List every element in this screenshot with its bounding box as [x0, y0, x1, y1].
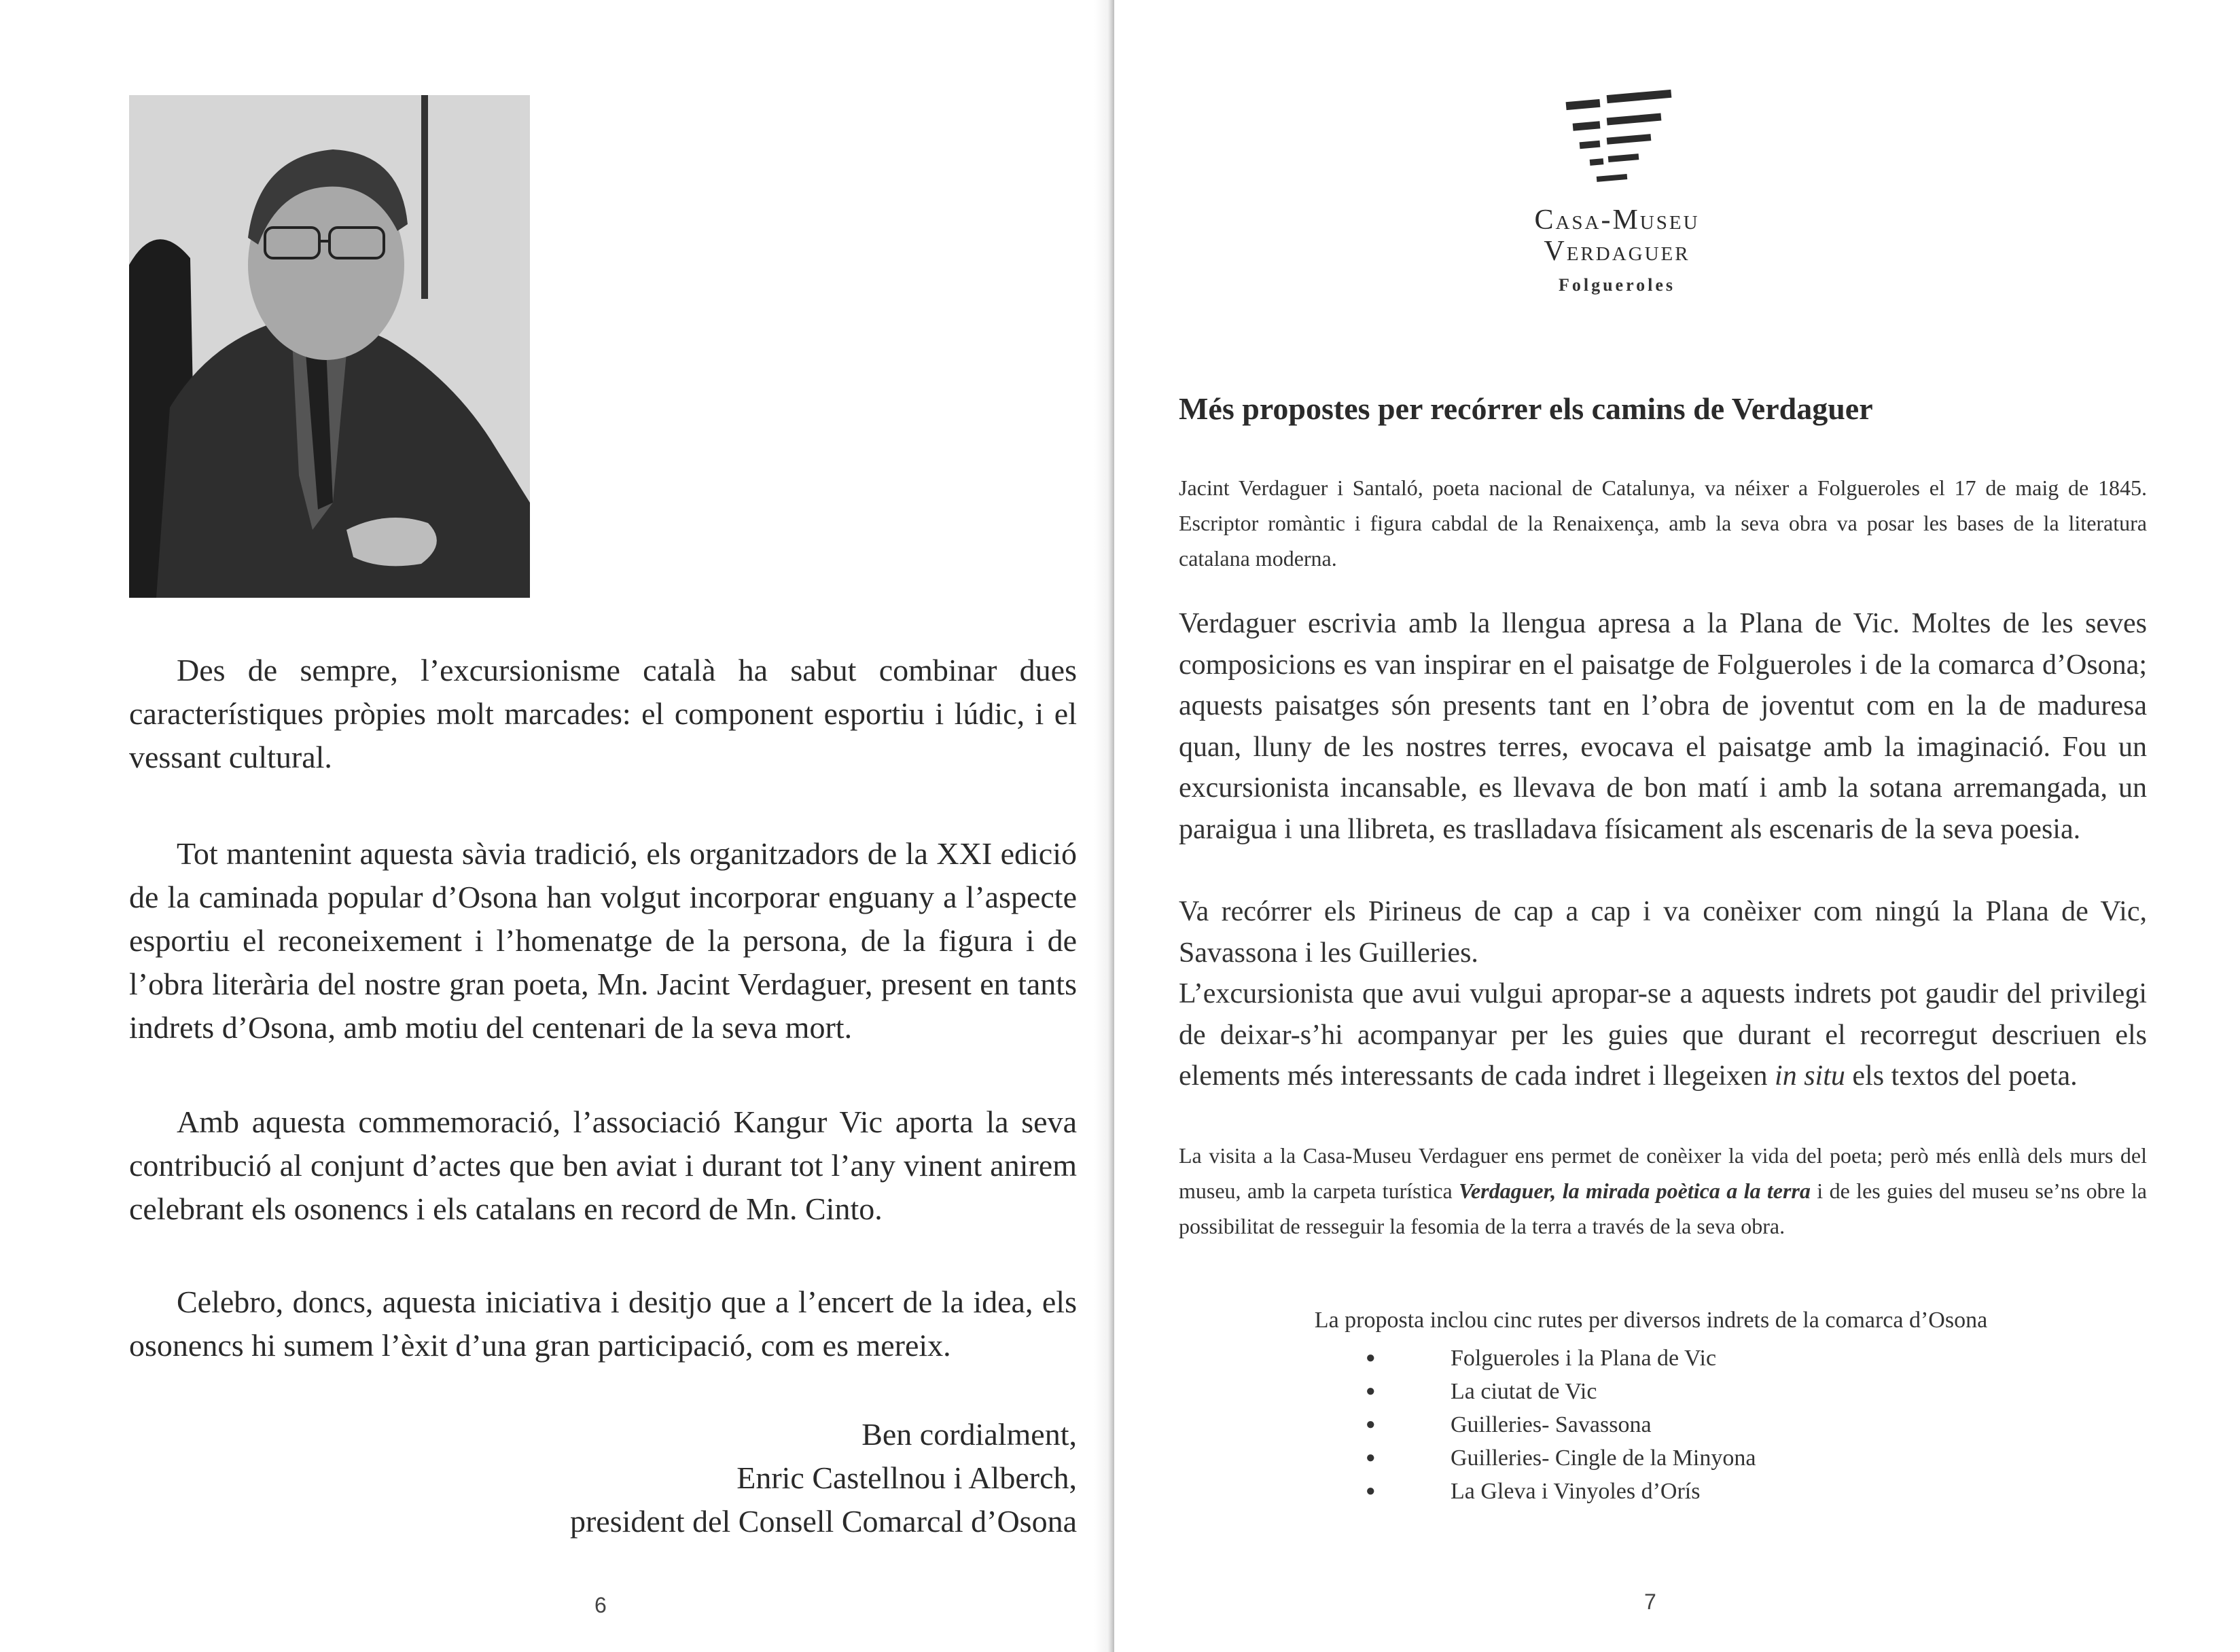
intro-text: Jacint Verdaguer i Santaló, poeta nacional de Catalunya, va néixer a Folgueroles el 17 de maig de 1845. Escriptor romàntic i figura cabdal de la Renaixença, amb la seva obra va posar les bases de la literatura catalana moderna.: [1179, 475, 2147, 571]
museum-logo-icon: [1559, 80, 1675, 196]
in-situ-italic: in situ: [1775, 1060, 1845, 1092]
signature-name: Enric Castellnou i Alberch,: [736, 1460, 1077, 1495]
left-page: [0, 0, 1114, 1652]
commemoration-paragraph: Amb aquesta commemoració, l’associació Kangur Vic aporta la seva contribució al conjunt d’actes que ben aviat i durant tot l’any vinent anirem celebrant els osonencs i els catalans en record de Mn. Cinto.: [129, 1105, 1077, 1226]
routes-list: [1366, 1342, 1756, 1508]
logo-title-line2: Verdaguer: [1544, 236, 1690, 267]
section-title: Més propostes per recórrer els camins de Verdaguer: [1179, 391, 1873, 426]
logo-subtitle: Folgueroles: [1558, 275, 1676, 295]
right-page: [1114, 0, 2240, 1652]
tradition-paragraph: Tot mantenint aquesta sàvia tradició, els organitzadors de la XXI edició de la caminada popular d’Osona han volgut incorporar enguany a l’aspecte esportiu el reconeixement i l’homenatge de la persona, de la figura i de l’obra literària del nostre gran poeta, Mn. Jacint Verdaguer, present en tants indrets d’Osona, amb motiu del centenari de la seva mort.: [129, 836, 1077, 1045]
page-number-left: 6: [594, 1593, 607, 1617]
body-paragraph-3: L’excursionista que avui vulgui apropar-se a aquests indrets pot gaudir del privilegi de deixar-s’hi acompanyar per les guies que durant el recorregut descriuen els elements més interessants de cada indret i llegeixen in situ els textos del poeta.: [1179, 978, 2147, 1092]
closing-paragraph: Celebro, doncs, aquesta iniciativa i desitjo que a l’encert de la idea, els osonencs hi sumem l’èxit d’una gran participació, com es mereix.: [129, 1285, 1077, 1363]
body-paragraph-1: Verdaguer escrivia amb la llengua apresa a la Plana de Vic. Moltes de les seves composicions es van inspirar en el paisatge de Folgueroles i de la comarca d’Osona; aquests paisatges són presents tant en l’obra de joventut com en la de maduresa quan, lluny de les nostres terres, evocava el paisatge amb la imaginació. Fou un excursionista incansable, es llevava de bon matí i amb la sotana arremangada, un paraigua i una llibreta, es traslladava físicament als escenaris de la seva poesia.: [1179, 608, 2147, 845]
page-number-right: 7: [1644, 1590, 1656, 1614]
signature-greeting: Ben cordialment,: [861, 1417, 1077, 1452]
carpeta-title: Verdaguer, la mirada poètica a la terra: [1459, 1179, 1811, 1203]
body-paragraph-2: Va recórrer els Pirineus de cap a cap i va conèixer com ningú la Plana de Vic, Savassona i les Guilleries.: [1179, 896, 2147, 969]
list-item: ● Guilleries- Cingle de la Minyona: [1366, 1441, 1756, 1475]
list-item: ● Folgueroles i la Plana de Vic: [1366, 1342, 1756, 1375]
list-item: ● La Gleva i Vinyoles d’Orís: [1366, 1475, 1756, 1508]
list-item: ● La ciutat de Vic: [1366, 1375, 1756, 1408]
intro-paragraph: Des de sempre, l’excursionisme català ha sabut combinar dues característiques pròpies molt marcades: el component esportiu i lúdic, i el vessant cultural.: [129, 653, 1077, 774]
museum-visit-text: La visita a la Casa-Museu Verdaguer ens permet de conèixer la vida del poeta; però més enllà dels murs del museu, amb la carpeta turística Verdaguer, la mirada poètica a la terra i de les guies del museu se’ns obre la possibilitat de resseguir la fesomia de la terra a través de la seva obra.: [1179, 1143, 2148, 1238]
logo-title-line1: Casa-Museu: [1534, 204, 1700, 236]
portrait-photo: [129, 95, 530, 598]
list-item: ● Guilleries- Savassona: [1366, 1408, 1756, 1441]
signature-role: president del Consell Comarcal d’Osona: [569, 1504, 1077, 1539]
routes-intro: La proposta inclou cinc rutes per diversos indrets de la comarca d’Osona: [1314, 1308, 1988, 1333]
